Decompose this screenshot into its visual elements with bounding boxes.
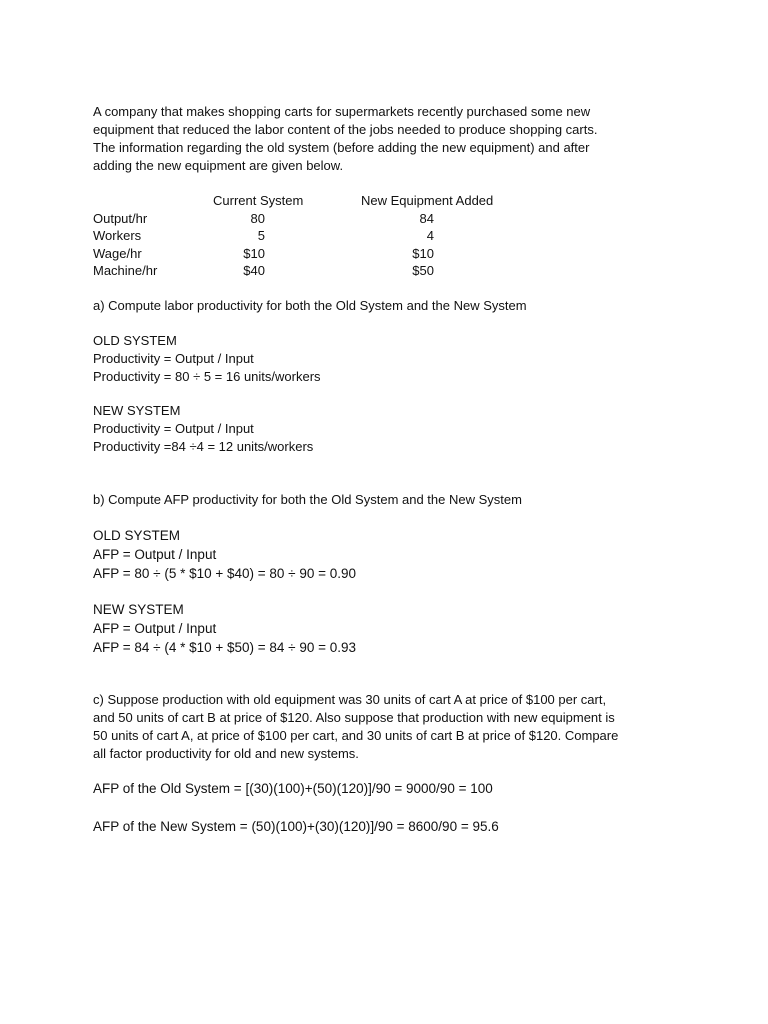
formula-line: AFP = Output / Input bbox=[93, 621, 217, 636]
new-value: $10 bbox=[412, 245, 434, 261]
row-label: Machine/hr bbox=[93, 263, 158, 278]
section-heading: OLD SYSTEM bbox=[93, 528, 181, 543]
table-row bbox=[93, 262, 523, 280]
intro-line: A company that makes shopping carts for supermarkets recently purchased some new bbox=[93, 104, 591, 119]
formula-line: Productivity = Output / Input bbox=[93, 351, 254, 366]
part-b-old-system bbox=[93, 526, 356, 583]
new-value: 4 bbox=[426, 228, 434, 243]
current-value: $40 bbox=[243, 263, 265, 278]
part-c-new-result: AFP of the New System = (50)(100)+(30)(120)]/90 = 8600/90 = 95.6 bbox=[93, 819, 499, 834]
comparison-table bbox=[93, 192, 523, 280]
formula-line: AFP = 80 ÷ (5 * $10 + $40) = 80 ÷ 90 = 0.90 bbox=[93, 566, 356, 581]
header-current-system: Current System bbox=[213, 193, 304, 208]
new-value: 84 bbox=[419, 210, 434, 226]
row-label: Output/hr bbox=[93, 210, 148, 226]
question-line: 50 units of cart A, at price of $100 per cart, and 30 units of cart B at price of $120. Compare bbox=[93, 728, 619, 743]
formula-line: Productivity =84 ÷4 = 12 units/workers bbox=[93, 439, 314, 454]
new-value: $50 bbox=[412, 263, 434, 278]
question-line: all factor productivity for old and new systems. bbox=[93, 746, 359, 761]
current-value: 80 bbox=[250, 210, 265, 226]
question-line: and 50 units of cart B at price of $120. Also suppose that production with new equipment is bbox=[93, 710, 615, 725]
current-value: $10 bbox=[243, 245, 265, 261]
part-b-question: b) Compute AFP productivity for both the Old System and the New System bbox=[93, 492, 522, 507]
part-a-old-system bbox=[93, 332, 321, 386]
part-a-question: a) Compute labor productivity for both the Old System and the New System bbox=[93, 298, 527, 313]
current-value: 5 bbox=[257, 228, 265, 243]
intro-line: adding the new equipment are given below. bbox=[93, 158, 344, 173]
header-new-equipment: New Equipment Added bbox=[361, 193, 494, 208]
part-c-old-result: AFP of the Old System = [(30)(100)+(50)(120)]/90 = 9000/90 = 100 bbox=[93, 781, 493, 796]
table-row bbox=[93, 245, 523, 263]
formula-line: Productivity = 80 ÷ 5 = 16 units/workers bbox=[93, 369, 321, 384]
table-row bbox=[93, 227, 523, 245]
question-line: c) Suppose production with old equipment was 30 units of cart A at price of $100 per cart, bbox=[93, 692, 607, 707]
table-header-row bbox=[93, 192, 523, 210]
row-label: Wage/hr bbox=[93, 245, 142, 261]
part-a-new-system bbox=[93, 402, 313, 456]
section-heading: NEW SYSTEM bbox=[93, 403, 181, 418]
formula-line: AFP = Output / Input bbox=[93, 547, 217, 562]
intro-paragraph bbox=[93, 103, 597, 175]
part-b-new-system bbox=[93, 600, 356, 657]
section-heading: OLD SYSTEM bbox=[93, 333, 177, 348]
formula-line: AFP = 84 ÷ (4 * $10 + $50) = 84 ÷ 90 = 0.93 bbox=[93, 640, 356, 655]
formula-line: Productivity = Output / Input bbox=[93, 421, 254, 436]
intro-line: equipment that reduced the labor content of the jobs needed to produce shopping carts. bbox=[93, 122, 598, 137]
row-label: Workers bbox=[93, 228, 142, 243]
table-row bbox=[93, 210, 523, 228]
section-heading: NEW SYSTEM bbox=[93, 602, 184, 617]
part-c-question bbox=[93, 691, 618, 763]
intro-line: The information regarding the old system (before adding the new equipment) and after bbox=[93, 140, 590, 155]
